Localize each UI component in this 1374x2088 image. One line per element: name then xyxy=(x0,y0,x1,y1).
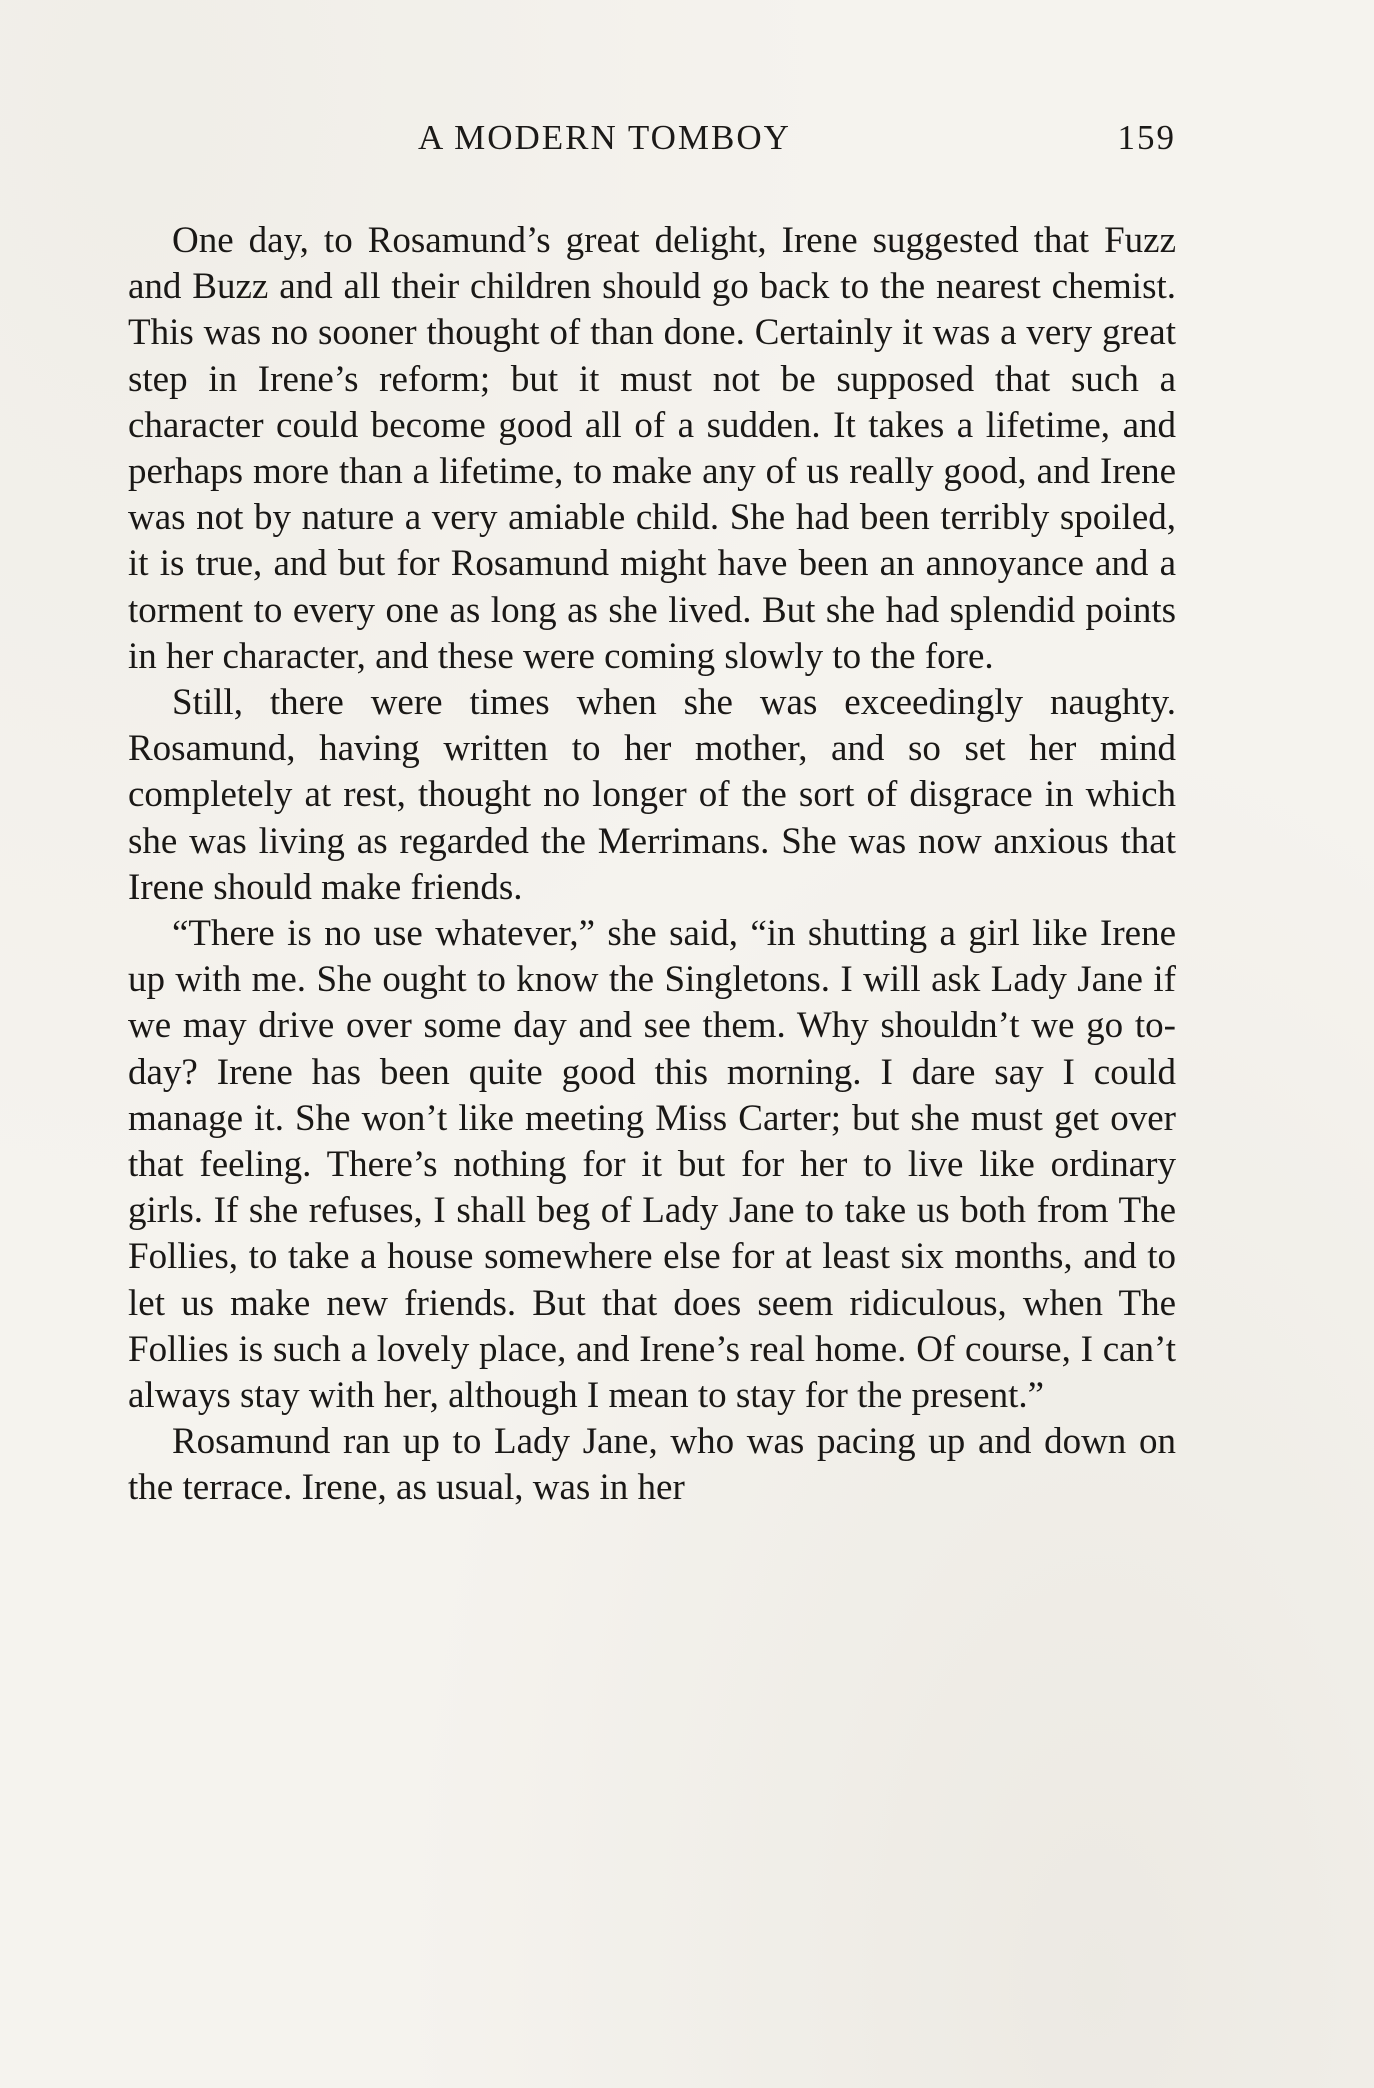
paragraph: “There is no use whatever,” she said, “in shutting a girl like Irene up with me. She ought to know the Singletons. I will ask Lady Jane if we may drive over some day and see them. Why shouldn’t we go to-day? Irene has been quite good this morning. I dare say I could manage it. She won’t like meeting Miss Carter; but she must get over that feeling. There’s nothing for it but for her to live like ordinary girls. If she refuses, I shall beg of Lady Jane to take us both from The Follies, to take a house somewhere else for at least six months, and to let us make new friends. But that does seem ridiculous, when The Follies is such a lovely place, and Irene’s real home. Of course, I can’t always stay with her, although I mean to stay for the present.” xyxy=(128,913,1176,1417)
running-title: A MODERN TOMBOY xyxy=(418,118,791,157)
body-text xyxy=(128,218,1176,1512)
paragraph: Rosamund ran up to Lady Jane, who was pacing up and down on the terrace. Irene, as usual, was in her xyxy=(128,1421,1176,1509)
paragraph: One day, to Rosamund’s great delight, Irene suggested that Fuzz and Buzz and all their children should go back to the nearest chemist. This was no sooner thought of than done. Certainly it was a very great step in Irene’s reform; but it must not be supposed that such a character could become good all of a sudden. It takes a lifetime, and perhaps more than a lifetime, to make any of us really good, and Irene was not by nature a very amiable child. She had been terribly spoiled, it is true, and but for Rosamund might have been an annoyance and a torment to every one as long as she lived. But she had splendid points in her character, and these were coming slowly to the fore. xyxy=(128,220,1176,677)
paragraph: Still, there were times when she was exceedingly naughty. Rosamund, having written to her mother, and so set her mind completely at rest, thought no longer of the sort of disgrace in which she was living as regarded the Merrimans. She was now anxious that Irene should make friends. xyxy=(128,682,1176,908)
page-number: 159 xyxy=(1117,118,1176,157)
page-header xyxy=(128,118,1176,174)
